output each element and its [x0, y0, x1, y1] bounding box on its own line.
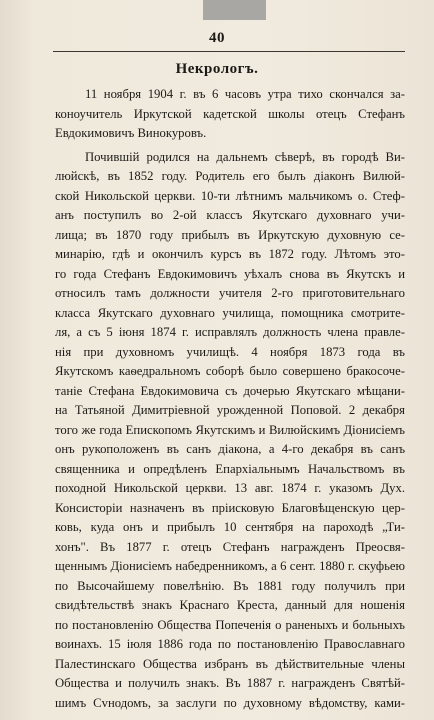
- text-line: анъ поступилъ во 2-ой классъ Якутскаго духовнаго учи-: [55, 208, 405, 222]
- header-rule: [53, 51, 405, 52]
- text-line: нія при духовномъ училищѣ. 4 ноября 1873 года въ: [55, 344, 405, 359]
- scan-tab-marker: [203, 0, 266, 20]
- text-line: ской Никольской церкви. 10-ти лѣтнимъ мальчикомъ о. Стеф-: [55, 188, 405, 203]
- text-line: онъ рукоположенъ въ санъ діакона, а 4-го декабря въ санъ: [55, 442, 405, 456]
- text-line: коноучитель Иркутской кадетской школы отецъ Стефанъ: [55, 106, 405, 121]
- text-line: Палестинскаго Общества избранъ въ дѣйствительные члены: [55, 656, 405, 671]
- text-line: Почившій родился на дальнемъ сѣверѣ, въ городѣ Ви-: [85, 149, 405, 164]
- text-line: го года Стефанъ Евдокимовичъ уѣхалъ снова въ Якутскъ и: [55, 266, 405, 281]
- obituary-text: [55, 85, 405, 713]
- text-line: по Высочайшему повелѣнію. Въ 1881 году получилъ при: [55, 578, 405, 593]
- text-line: священника и опредѣленъ Епархіальнымъ Начальствомъ въ: [55, 461, 405, 476]
- text-line: хонъ". Въ 1877 г. отецъ Стефанъ награжденъ Преосвя-: [55, 539, 405, 554]
- text-line: 11 ноября 1904 г. въ 6 часовъ утра тихо скончался за-: [85, 87, 405, 101]
- text-line: Общества и получилъ знакъ. Въ 1887 г. награжденъ Святѣй-: [55, 676, 405, 690]
- text-line: на Татьяной Димитріевной урожденной Поповой. 2 декабря: [55, 403, 405, 417]
- text-line: Консисторіи назначенъ въ пріисковую Благовѣщенскую цер-: [55, 500, 405, 515]
- text-line: Якутскомъ каѳедральномъ соборѣ было совершено бракосоче-: [55, 364, 405, 378]
- text-line: воинахъ. 15 іюля 1886 года по постановленію Православнаго: [55, 637, 405, 651]
- text-line: относилъ тамъ должности учителя 2-го приготовительнаго: [55, 286, 405, 300]
- text-line: походной Никольской церкви. 13 авг. 1874 г. указомъ Дух.: [55, 481, 405, 495]
- text-line: того же года Епископомъ Якутскимъ и Вилюйскимъ Діонисіемъ: [55, 422, 405, 437]
- text-line: люйскѣ, въ 1852 году. Родитель его былъ діаконъ Вилюй-: [55, 169, 405, 183]
- text-line: ковь, куда онъ и прибылъ 10 сентября на пароходѣ „Ти-: [55, 520, 405, 534]
- text-line: минарію, гдѣ и окончилъ курсъ въ 1872 году. Лѣтомъ это-: [55, 247, 405, 261]
- text-line: по постановленію Общества Попеченія о раненыхъ и больныхъ: [55, 617, 405, 632]
- text-line: щеннымъ Діонисіемъ набедренникомъ, а 6 сент. 1880 г. скуфьею: [55, 559, 405, 573]
- page-heading: Некрологъ.: [175, 61, 259, 77]
- text-line: свидѣтельствѣ знакъ Краснаго Креста, данный для ношенія: [55, 598, 405, 612]
- text-line: лища; въ 1870 году прибылъ въ Иркутскую духовную се-: [55, 227, 405, 242]
- text-line: Евдокимовичъ Винокуровъ.: [55, 126, 207, 140]
- text-line: ля, а съ 5 іюня 1874 г. исправлялъ должность члена правле-: [55, 325, 405, 339]
- text-line: таніе Стефана Евдокимовича съ дочерью Якутскаго мѣщани-: [55, 383, 405, 398]
- text-line: класса Якутскаго духовнаго училища, помощника смотрите-: [55, 305, 405, 320]
- text-line: шимъ Сvнодомъ, за заслуги по духовному вѣдомству, ками-: [55, 695, 405, 710]
- page-number: 40: [209, 30, 225, 46]
